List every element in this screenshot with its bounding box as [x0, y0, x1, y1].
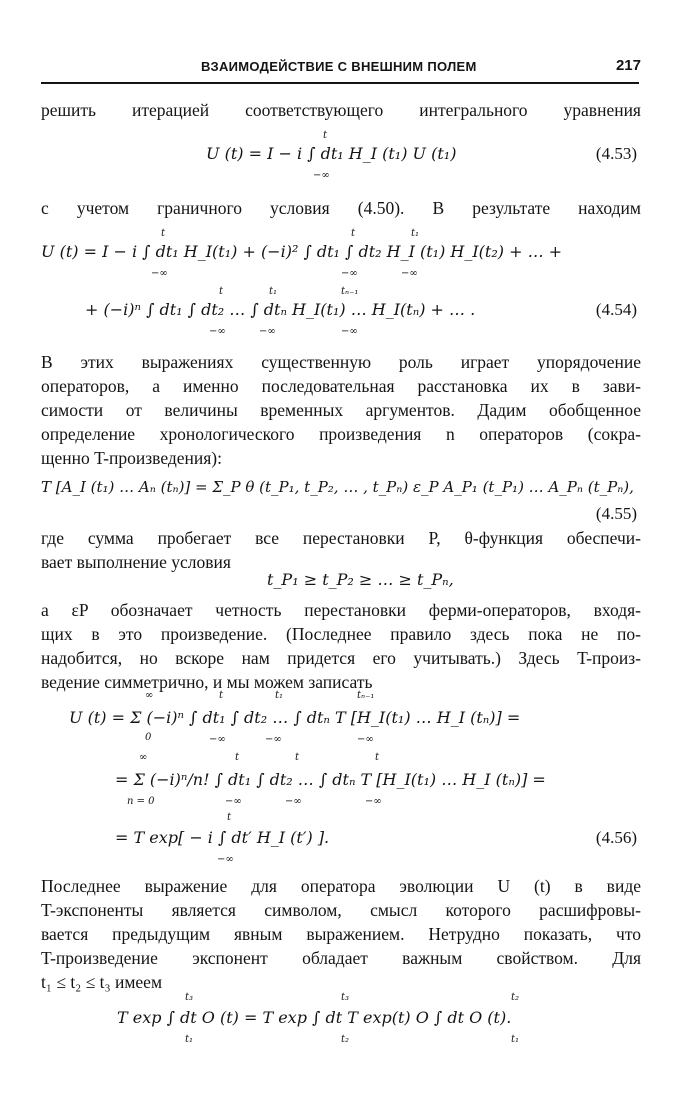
running-head: ВЗАИМОДЕЙСТВИЕ С ВНЕШНИМ ПОЛЕМ	[201, 59, 477, 74]
page-header	[41, 56, 641, 80]
upper-limit: t	[227, 812, 232, 823]
lower-limit: t₁	[511, 1034, 520, 1045]
lower-limit: −∞	[341, 268, 358, 279]
upper-limit: ∞	[145, 690, 154, 701]
equation-body: = T exp[ − i ∫ dt′ H_I (t′) ].	[115, 828, 330, 847]
equation-body: T [A_I (t₁) … Aₙ (tₙ)] = Σ_P θ (t_P₁, t_P₂, … , t_Pₙ) ε_P A_P₁ (t_P₁) … A_Pₙ (t_Pₙ),	[41, 478, 634, 496]
lower-limit: −∞	[357, 734, 374, 745]
lower-limit: t₁	[185, 1034, 194, 1045]
lower-limit: −∞	[285, 796, 302, 807]
paragraph-1: решить итерацией соответствующего интегрального уравнения	[41, 100, 641, 120]
upper-limit: tₙ₋₁	[357, 690, 375, 701]
paragraph-5-line-4: ведение симметрично, и мы можем записать	[41, 672, 373, 692]
upper-limit: t	[375, 752, 380, 763]
paragraph-5-line-3: надобится, но вскоре нам придется его учитывать.) Здесь T-произ-	[41, 648, 641, 668]
page-number: 217	[615, 57, 641, 74]
lower-limit: −∞	[341, 326, 358, 337]
equation-number: (4.55)	[595, 504, 637, 523]
upper-limit: t	[219, 286, 224, 297]
paragraph-6-line-2: T-экспоненты является символом, смысл которого расшифровы-	[41, 900, 641, 920]
equation-t-exp-property	[41, 992, 641, 1045]
equation-body: = Σ (−i)ⁿ/n! ∫ dt₁ ∫ dt₂ … ∫ dtₙ T [H_I(t₁) … H_I (tₙ)] =	[115, 770, 546, 789]
equation-4-56-line-2	[41, 752, 641, 807]
paragraph-4-line-1: где сумма пробегает все перестановки P, θ-функция обеспечи-	[41, 528, 641, 548]
equation-4-55	[41, 470, 641, 534]
lower-limit: −∞	[265, 734, 282, 745]
upper-limit: t	[235, 752, 240, 763]
header-rule	[41, 82, 639, 84]
lower-limit: −∞	[209, 326, 226, 337]
lower-limit: −∞	[259, 326, 276, 337]
paragraph-6-line-1: Последнее выражение для оператора эволюции U (t) в виде	[41, 876, 641, 896]
paragraph-5-line-2: щих в это произведение. (Последнее правило здесь пока не по-	[41, 624, 641, 644]
equation-number: (4.53)	[595, 144, 637, 163]
paragraph-3-line-2: операторов, а именно последовательная расстановка их в зави-	[41, 376, 641, 396]
lower-limit: −∞	[151, 268, 168, 279]
upper-limit: t	[295, 752, 300, 763]
equation-body: U (t) = I − i ∫ dt₁ H_I (t₁) U (t₁)	[206, 144, 457, 163]
paragraph-3-line-3: симости от величины временных аргументов. Дадим обобщенное	[41, 400, 641, 420]
lower-limit: 0	[145, 732, 152, 743]
paragraph-5-line-1: а εP обозначает четность перестановки ферми-операторов, входя-	[41, 600, 641, 620]
paragraph-2: с учетом граничного условия (4.50). В результате находим	[41, 198, 641, 218]
upper-limit: t	[219, 690, 224, 701]
lower-limit: −∞	[225, 796, 242, 807]
paragraph-3-line-5: щенно T-произведения):	[41, 448, 222, 468]
upper-limit: t₁	[275, 690, 284, 701]
upper-limit: t₂	[511, 992, 520, 1003]
equation-4-54-line-2	[41, 286, 641, 337]
upper-limit: t	[351, 228, 356, 239]
equation-number: (4.56)	[595, 828, 637, 847]
equation-body: U (t) = Σ (−i)ⁿ ∫ dt₁ ∫ dt₂ … ∫ dtₙ T [H_I(t₁) … H_I (tₙ)] =	[69, 708, 521, 727]
equation-number: (4.54)	[595, 300, 637, 319]
paragraph-6-line-4: T-произведение экспонент обладает важным свойством. Для	[41, 948, 641, 968]
paragraph-3-line-1: В этих выражениях существенную роль играет упорядочение	[41, 352, 641, 372]
equation-4-56-line-1	[41, 690, 641, 745]
condition-inequality	[41, 566, 641, 596]
equation-4-56-line-3	[41, 812, 641, 865]
equation-body: T exp ∫ dt O (t) = T exp ∫ dt T exp(t) O ∫ dt O (t).	[117, 1008, 512, 1027]
upper-limit: t₁	[411, 228, 420, 239]
lower-limit: −∞	[209, 734, 226, 745]
upper-limit: t	[323, 130, 328, 141]
lower-limit: −∞	[313, 170, 330, 181]
lower-limit: −∞	[365, 796, 382, 807]
paragraph-3-line-4: определение хронологического произведения n операторов (сокра-	[41, 424, 641, 444]
equation-body: t_P₁ ≥ t_P₂ ≥ … ≥ t_Pₙ,	[267, 570, 454, 589]
paragraph-4-line-2: вает выполнение условия	[41, 552, 231, 572]
equation-body: + (−i)ⁿ ∫ dt₁ ∫ dt₂ … ∫ dtₙ H_I(t₁) … H_I(tₙ) + … .	[85, 300, 476, 319]
equation-4-53	[41, 130, 641, 181]
upper-limit: ∞	[139, 752, 148, 763]
lower-limit: −∞	[217, 854, 234, 865]
upper-limit: t₃	[341, 992, 350, 1003]
upper-limit: tₙ₋₁	[341, 286, 359, 297]
lower-limit: −∞	[401, 268, 418, 279]
equation-body: U (t) = I − i ∫ dt₁ H_I(t₁) + (−i)² ∫ dt₁ ∫ dt₂ H_I (t₁) H_I(t₂) + … +	[41, 242, 563, 261]
upper-limit: t₁	[269, 286, 278, 297]
upper-limit: t	[161, 228, 166, 239]
upper-limit: t₃	[185, 992, 194, 1003]
lower-limit: n = 0	[127, 796, 155, 807]
lower-limit: t₂	[341, 1034, 350, 1045]
equation-4-54-line-1	[41, 228, 641, 279]
paragraph-6-line-3: вается предыдущим явным выражением. Нетрудно показать, что	[41, 924, 641, 944]
paragraph-6-line-5: t₁ ≤ t₂ ≤ t₃ имеем	[41, 972, 163, 992]
